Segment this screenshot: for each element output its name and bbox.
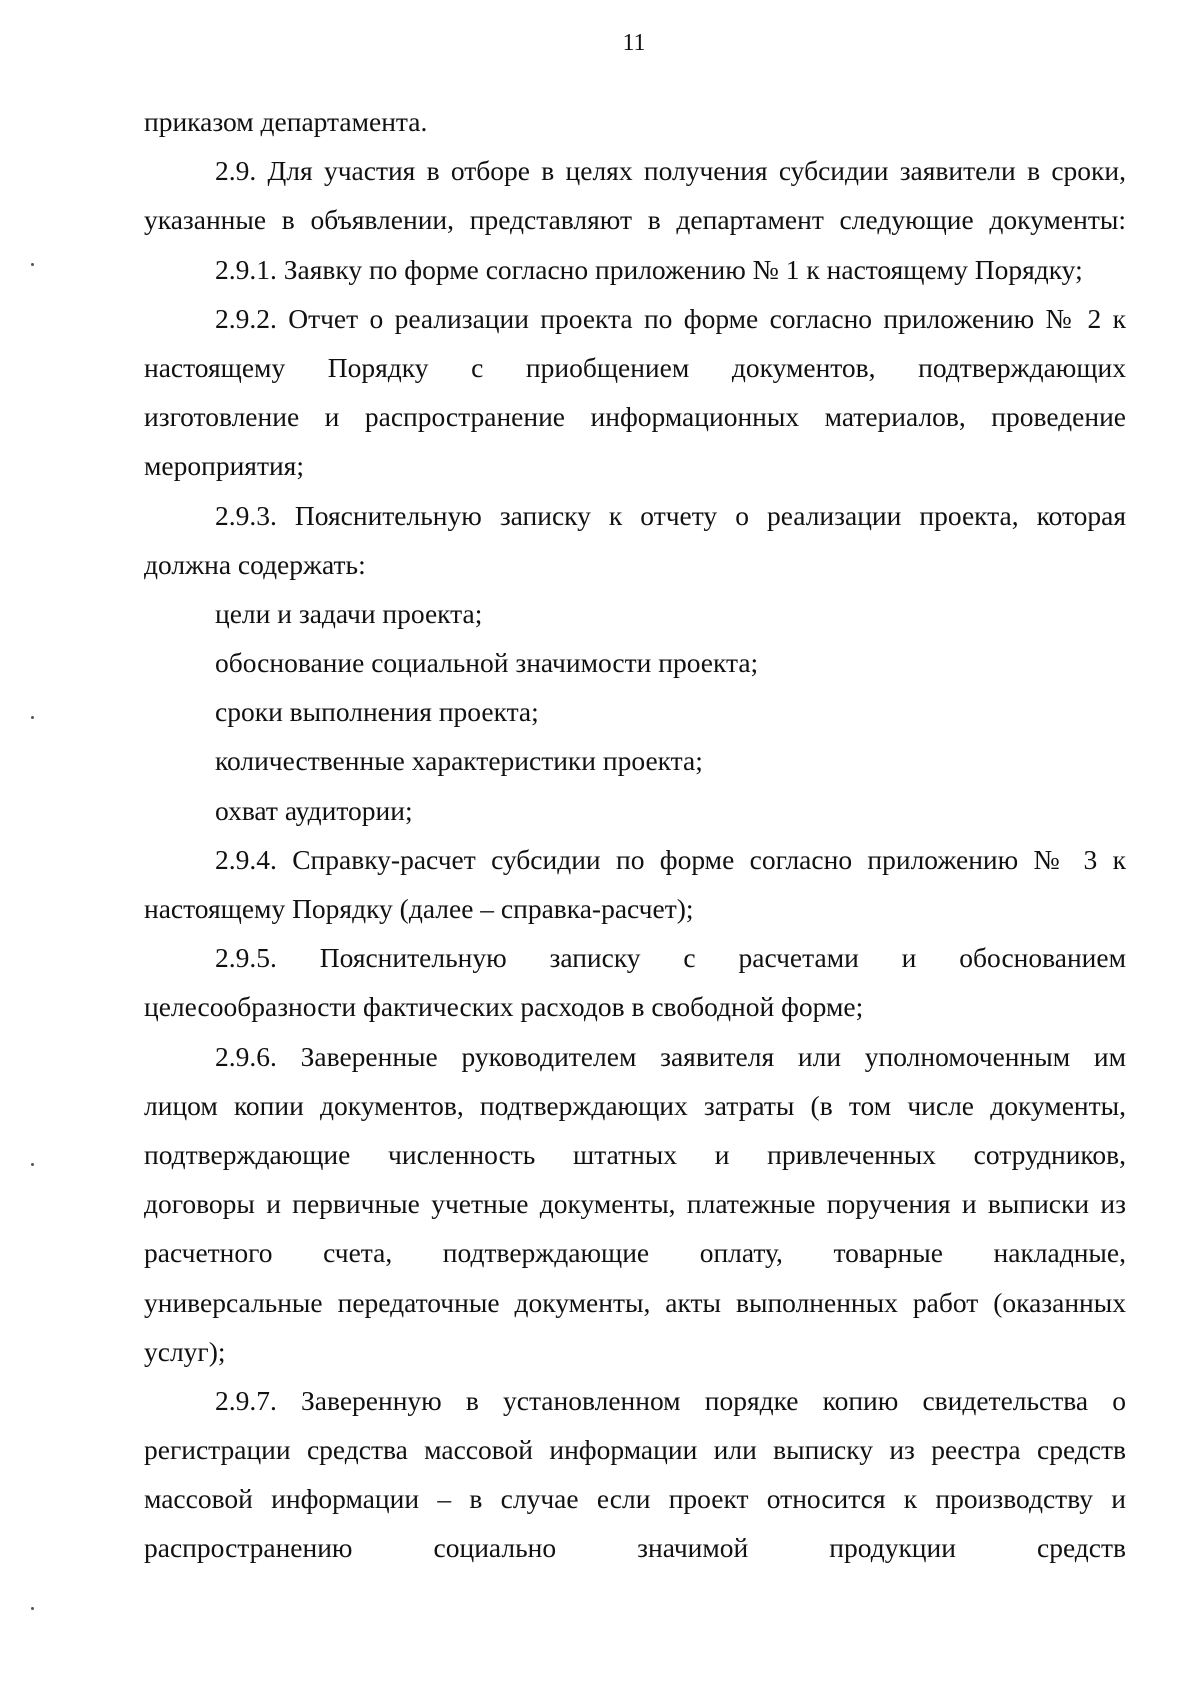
text-line: приказом департамента.	[144, 106, 428, 137]
text-line: услуг);	[144, 1335, 226, 1367]
text-line: целесообразности фактических расходов в свободной форме;	[144, 991, 864, 1023]
paragraph-2-9-7: 2.9.7. Заверенную в установленном порядке копию свидетельства о	[215, 1384, 1126, 1416]
list-item: количественные характеристики проекта;	[215, 745, 703, 777]
paragraph-2-9-5: 2.9.5. Пояснительную записку с расчетами и обоснованием	[215, 942, 1126, 974]
text-line: лицом копии документов, подтверждающих затраты (в том числе документы,	[144, 1089, 1126, 1121]
text-line: настоящему Порядку (далее – справка-расчет);	[144, 893, 694, 924]
paragraph-2-9-3: 2.9.3. Пояснительную записку к отчету о реализации проекта, которая	[215, 499, 1126, 531]
list-item: цели и задачи проекта;	[215, 597, 483, 629]
scan-mark	[31, 1607, 34, 1610]
paragraph-2-9-6: 2.9.6. Заверенные руководителем заявителя или уполномоченным им	[215, 1040, 1126, 1072]
text-line: регистрации средства массовой информации или выписку из реестра средств	[144, 1434, 1126, 1466]
text-line: указанные в объявлении, представляют в департамент следующие документы:	[144, 204, 1126, 236]
scan-mark	[31, 263, 34, 266]
paragraph-2-9-1: 2.9.1. Заявку по форме согласно приложению № 1 к настоящему Порядку;	[215, 253, 1083, 285]
paragraph-2-9-4: 2.9.4. Справку-расчет субсидии по форме согласно приложению № 3 к	[215, 843, 1126, 875]
list-item: охват аудитории;	[215, 794, 413, 826]
text-line: универсальные передаточные документы, акты выполненных работ (оказанных	[144, 1286, 1126, 1318]
text-line: настоящему Порядку с приобщением документов, подтверждающих	[144, 351, 1126, 383]
text-line: должна содержать:	[144, 548, 366, 580]
paragraph-2-9-2: 2.9.2. Отчет о реализации проекта по форме согласно приложению № 2 к	[215, 302, 1126, 334]
text-line: подтверждающие численность штатных и привлеченных сотрудников,	[144, 1138, 1126, 1170]
list-item: обоснование социальной значимости проекта;	[215, 647, 759, 679]
text-line: мероприятия;	[144, 450, 304, 482]
page-number: 11	[622, 30, 646, 56]
paragraph-2-9: 2.9. Для участия в отборе в целях получения субсидии заявители в сроки,	[215, 155, 1126, 187]
text-line: массовой информации – в случае если проект относится к производству и	[144, 1483, 1126, 1515]
text-line: изготовление и распространение информационных материалов, проведение	[144, 401, 1126, 433]
text-line: распространению социально значимой продукции средств	[144, 1532, 1126, 1564]
text-line: договоры и первичные учетные документы, платежные поручения и выписки из	[144, 1188, 1126, 1220]
text-line: расчетного счета, подтверждающие оплату, товарные накладные,	[144, 1237, 1126, 1269]
scan-mark	[31, 716, 34, 719]
list-item: сроки выполнения проекта;	[215, 696, 539, 728]
scan-mark	[31, 1163, 34, 1166]
document-body	[144, 97, 1126, 1573]
